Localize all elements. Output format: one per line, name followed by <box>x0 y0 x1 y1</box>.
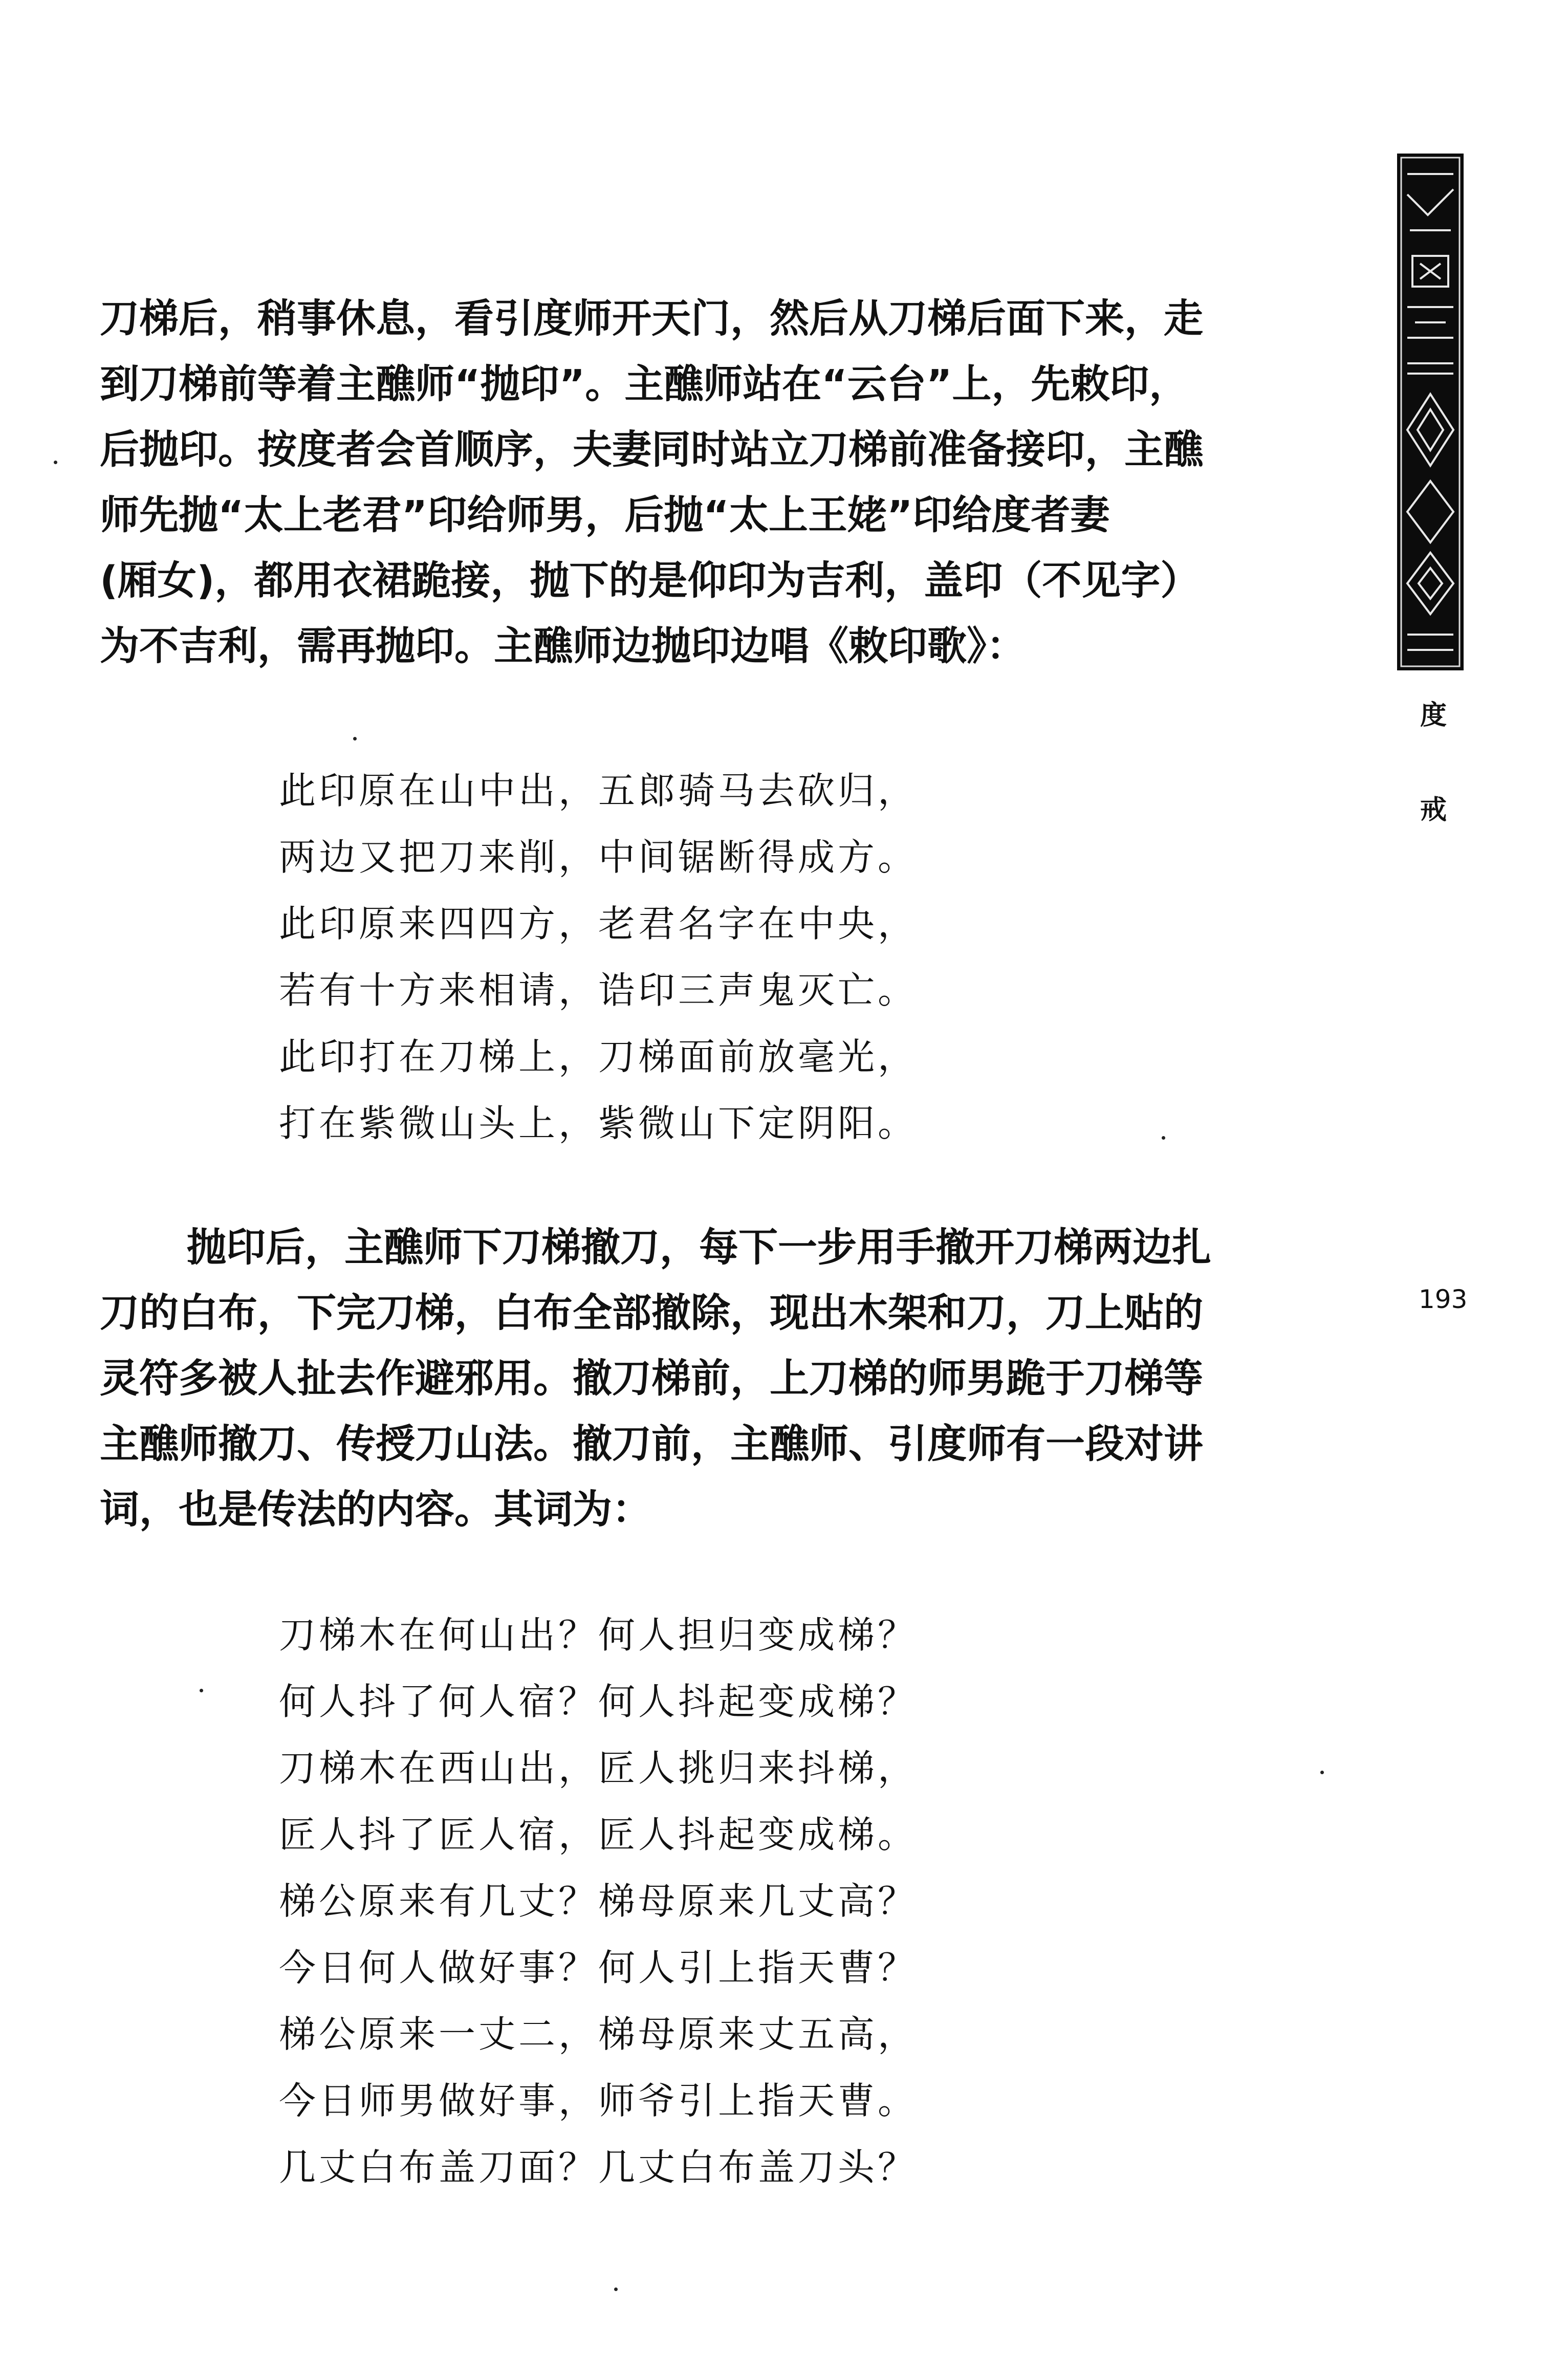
text-line: 师先抛“太上老君”印给师男，后抛“太上王姥”印给度者妻 <box>100 493 1110 538</box>
side-label-du: 度 <box>1420 700 1447 731</box>
scan-speck <box>1162 1136 1165 1140</box>
verse-line: 梯公原来有几丈？梯母原来几丈高？ <box>279 1880 918 1923</box>
scan-speck <box>1320 1771 1324 1774</box>
text-line: 为不吉利，需再抛印。主醮师边抛印边唱《敕印歌》： <box>100 624 1026 669</box>
text-line: 到刀梯前等着主醮师“抛印”。主醮师站在“云台”上，先敕印， <box>100 362 1189 407</box>
text-line: 词，也是传法的内容。其词为： <box>100 1487 651 1533</box>
text-line: 抛印后，主醮师下刀梯撤刀，每下一步用手撤开刀梯两边扎 <box>187 1225 1211 1271</box>
scan-speck <box>353 737 357 740</box>
verse-line: 此印原在山中出，五郎骑马去砍归， <box>279 769 918 812</box>
verse-line: 两边又把刀来削，中间锯断得成方。 <box>279 836 918 879</box>
verse-line: 此印原来四四方，老君名字在中央， <box>279 902 918 945</box>
verse-line: 匠人抖了匠人宿，匠人抖起变成梯。 <box>279 1813 918 1856</box>
verse-1 <box>279 757 918 1157</box>
decorative-side-band <box>1397 154 1464 670</box>
verse-line: 此印打在刀梯上，刀梯面前放毫光， <box>279 1035 918 1078</box>
verse-line: 今日何人做好事？何人引上指天曹？ <box>279 1946 918 1989</box>
text-line: 主醮师撤刀、传授刀山法。撤刀前，主醮师、引度师有一段对讲 <box>100 1422 1203 1467</box>
verse-line: 今日师男做好事，师爷引上指天曹。 <box>279 2079 918 2122</box>
text-line: 灵符多被人扯去作避邪用。撤刀梯前，上刀梯的师男跪于刀梯等 <box>100 1356 1203 1402</box>
page-number: 193 <box>1419 1284 1468 1314</box>
side-label-jie: 戒 <box>1420 794 1447 825</box>
verse-line: 刀梯木在何山出？何人担归变成梯？ <box>279 1614 918 1657</box>
verse-line: 若有十方来相请，诰印三声鬼灭亡。 <box>279 969 918 1012</box>
verse-line: 刀梯木在西山出，匠人挑归来抖梯， <box>279 1747 918 1790</box>
text-line: 后抛印。按度者会首顺序，夫妻同时站立刀梯前准备接印，主醮 <box>100 427 1203 473</box>
scan-speck <box>200 1689 203 1692</box>
text-line: (厢女)，都用衣裙跪接，抛下的是仰印为吉利，盖印（不见字） <box>100 558 1200 604</box>
verse-line: 打在紫微山头上，紫微山下定阴阳。 <box>279 1102 918 1145</box>
verse-line: 几丈白布盖刀面？几丈白布盖刀头？ <box>279 2146 918 2189</box>
paragraph-1 <box>100 287 1318 680</box>
scan-speck <box>54 461 57 464</box>
verse-line: 梯公原来一丈二，梯母原来丈五高， <box>279 2013 918 2056</box>
text-line: 刀的白布，下完刀梯，白布全部撤除，现出木架和刀，刀上贴的 <box>100 1291 1203 1336</box>
verse-2 <box>279 1602 918 2201</box>
text-line: 刀梯后，稍事休息，看引度师开天门，然后从刀梯后面下来，走 <box>100 296 1203 342</box>
paragraph-2 <box>100 1215 1318 1543</box>
scan-speck <box>614 2287 618 2291</box>
verse-line: 何人抖了何人宿？何人抖起变成梯？ <box>279 1680 918 1723</box>
